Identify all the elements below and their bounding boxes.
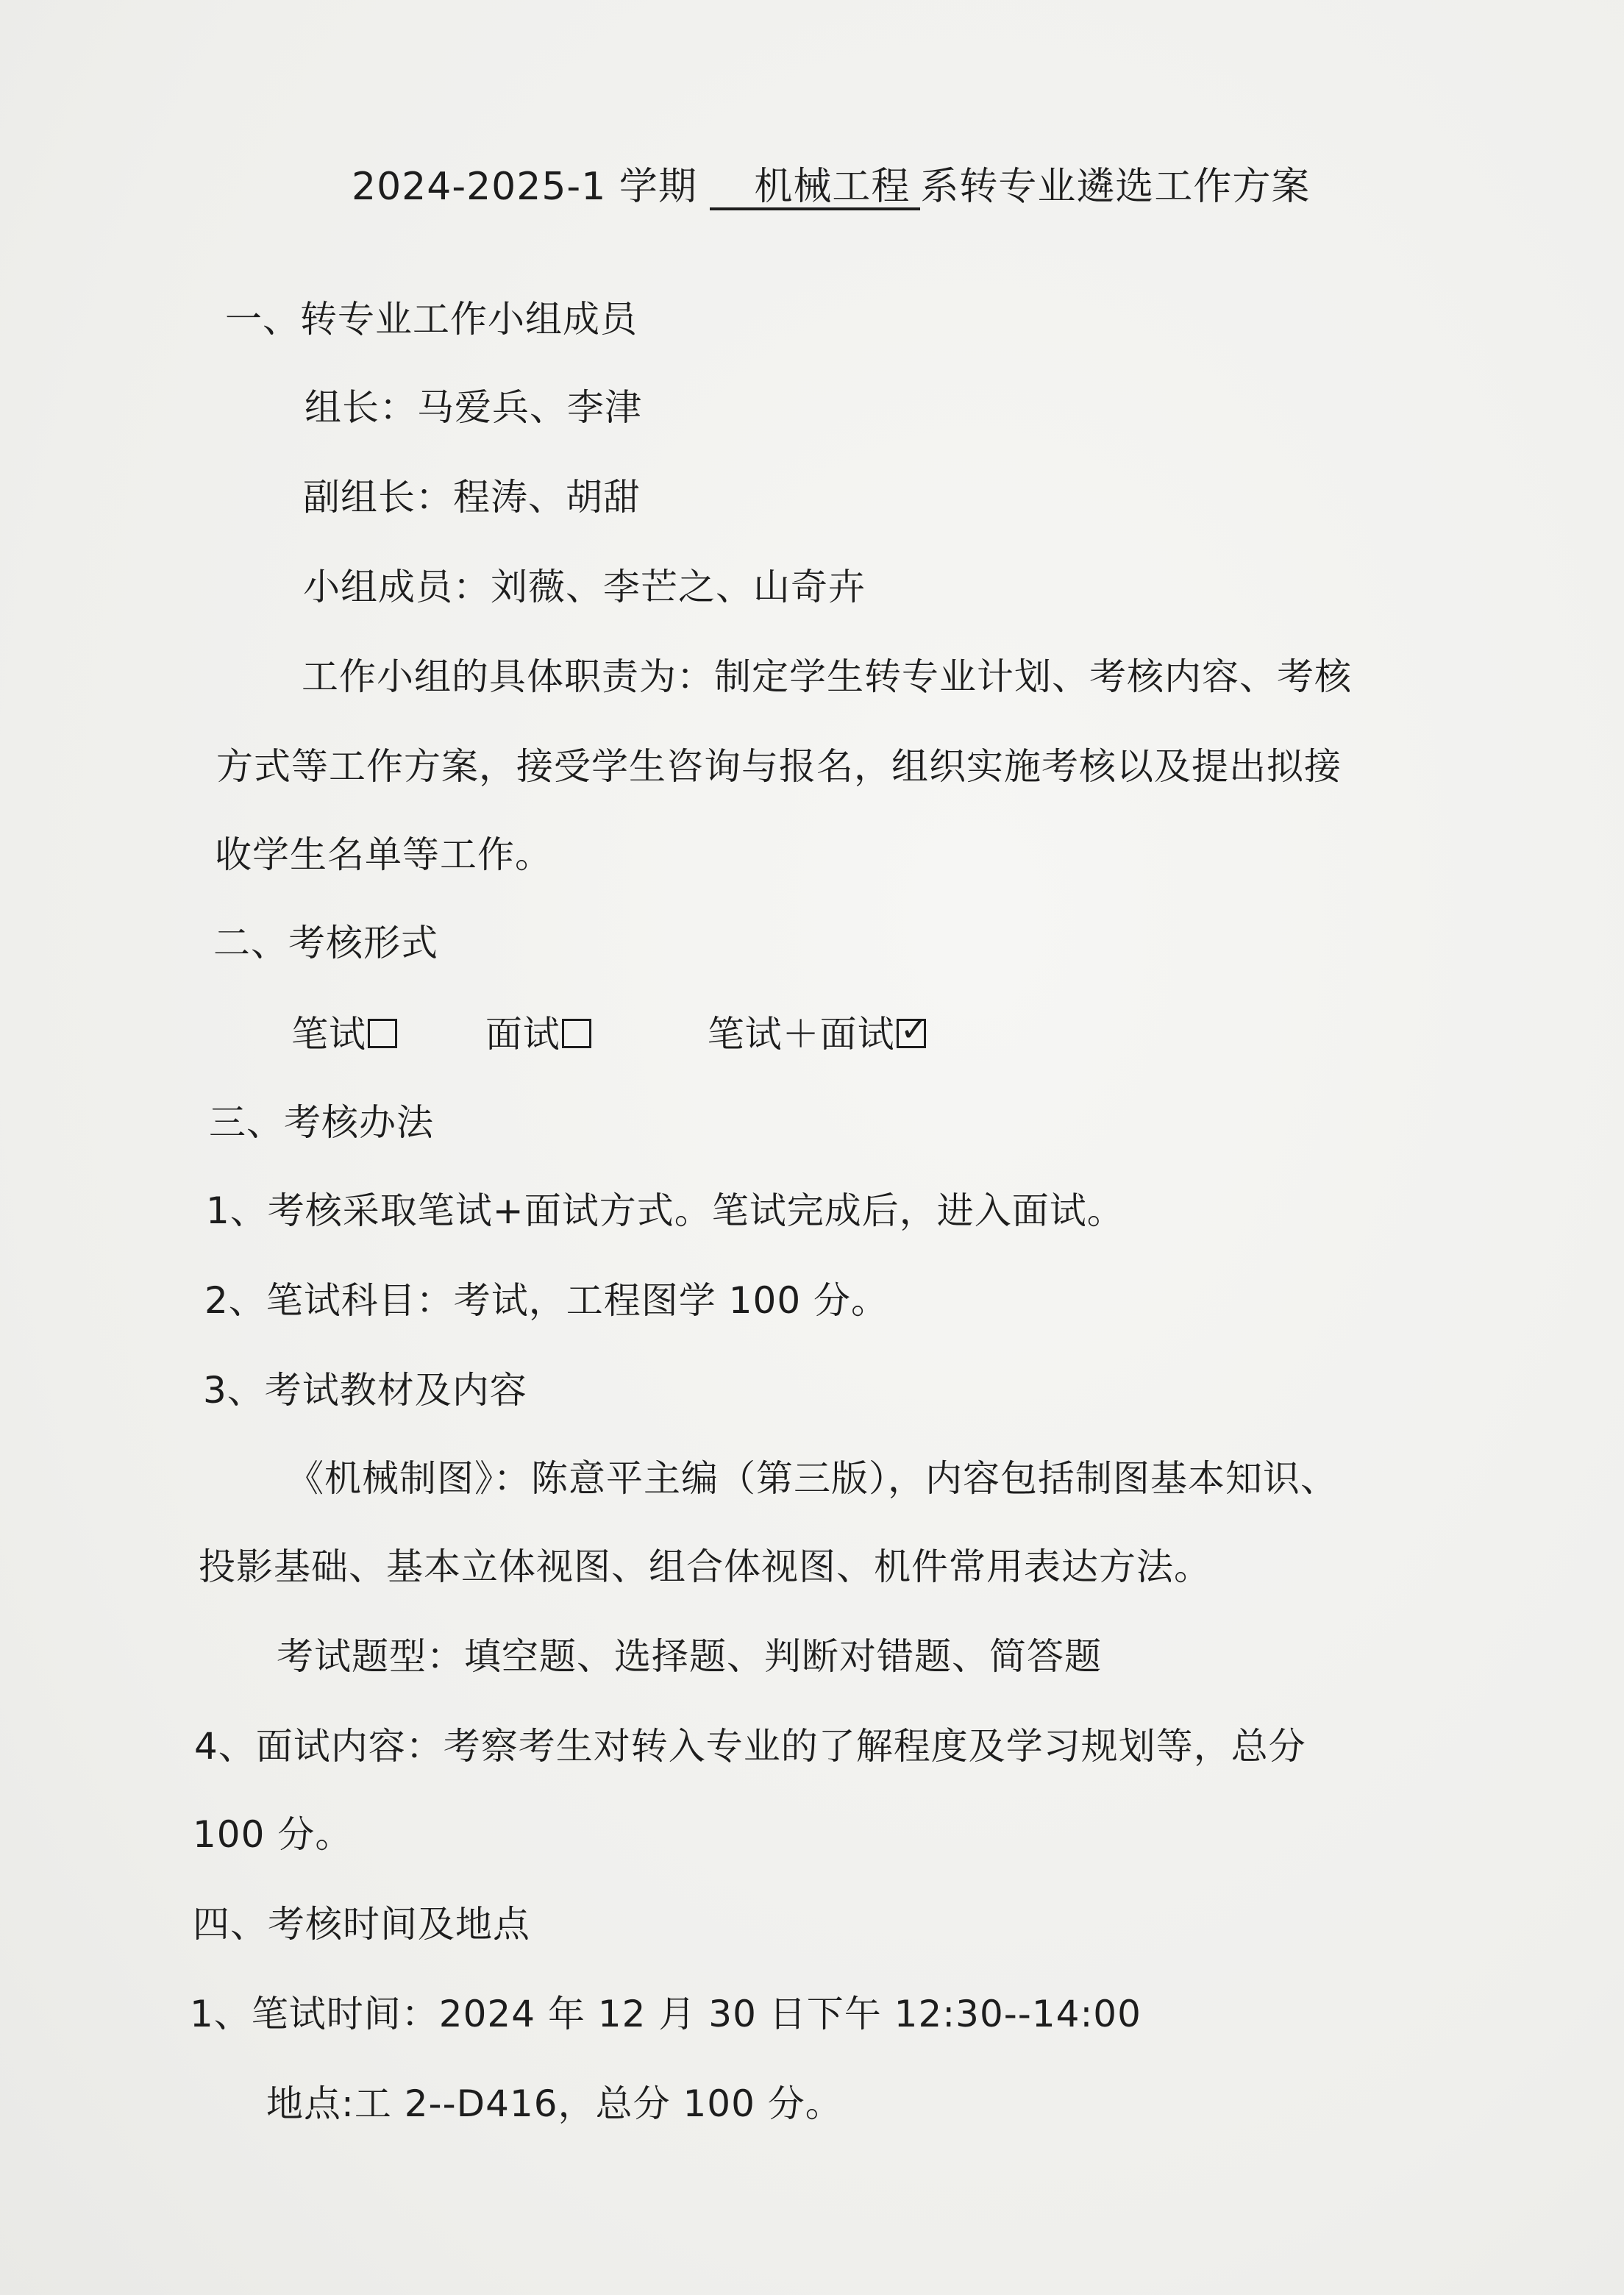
document-title [352, 163, 1310, 210]
group-members: 小组成员：刘薇、李芒之、山奇卉 [303, 566, 866, 608]
section3-heading: 三、考核办法 [209, 1101, 434, 1144]
method-item-4-line-2: 100 分。 [193, 1813, 353, 1856]
question-types: 考试题型：填空题、选择题、判断对错题、简答题 [277, 1635, 1102, 1678]
method-item-2: 2、笔试科目：考试，工程图学 100 分。 [204, 1279, 889, 1322]
exam-location: 地点:工 2--D416，总分 100 分。 [266, 2082, 843, 2125]
written-exam-time: 1、笔试时间：2024 年 12 月 30 日下午 12:30--14:00 [190, 1993, 1142, 2035]
option-interview-checkbox[interactable] [562, 1019, 591, 1048]
method-item-4-line-1: 4、面试内容：考察考生对转入专业的了解程度及学习规划等，总分 [194, 1725, 1306, 1768]
group-leaders: 组长：马爱兵、李津 [304, 386, 642, 429]
title-prefix: 2024-2025-1 学期 [352, 165, 697, 209]
duties-line-2: 方式等工作方案，接受学生咨询与报名，组织实施考核以及提出拟接 [216, 745, 1342, 788]
option-both-checkbox[interactable] [897, 1009, 930, 1049]
section4-heading: 四、考核时间及地点 [193, 1903, 530, 1946]
department-name: 机械工程 [710, 166, 920, 210]
option-written-label: 笔试 [291, 1013, 366, 1056]
option-written-checkbox[interactable] [368, 1019, 397, 1048]
method-item-3: 3、考试教材及内容 [203, 1369, 527, 1412]
textbook-line-1: 《机械制图》：陈意平主编（第三版），内容包括制图基本知识、 [287, 1457, 1338, 1500]
textbook-line-2: 投影基础、基本立体视图、组合体视图、机件常用表达方法。 [199, 1545, 1211, 1588]
checkmark-icon: ✓ [900, 1009, 930, 1049]
title-suffix: 系转专业遴选工作方案 [920, 165, 1311, 209]
duties-line-3: 收学生名单等工作。 [215, 833, 552, 876]
assessment-options [291, 1009, 930, 1058]
option-both-label: 笔试＋面试 [707, 1013, 895, 1056]
duties-line-1: 工作小组的具体职责为：制定学生转专业计划、考核内容、考核 [302, 655, 1352, 698]
section2-heading: 二、考核形式 [213, 922, 438, 964]
section1-heading: 一、转专业工作小组成员 [225, 298, 638, 341]
method-item-1: 1、考核采取笔试+面试方式。笔试完成后，进入面试。 [206, 1189, 1125, 1232]
option-interview-label: 面试 [485, 1013, 560, 1056]
deputy-leaders: 副组长：程涛、胡甜 [303, 476, 641, 519]
